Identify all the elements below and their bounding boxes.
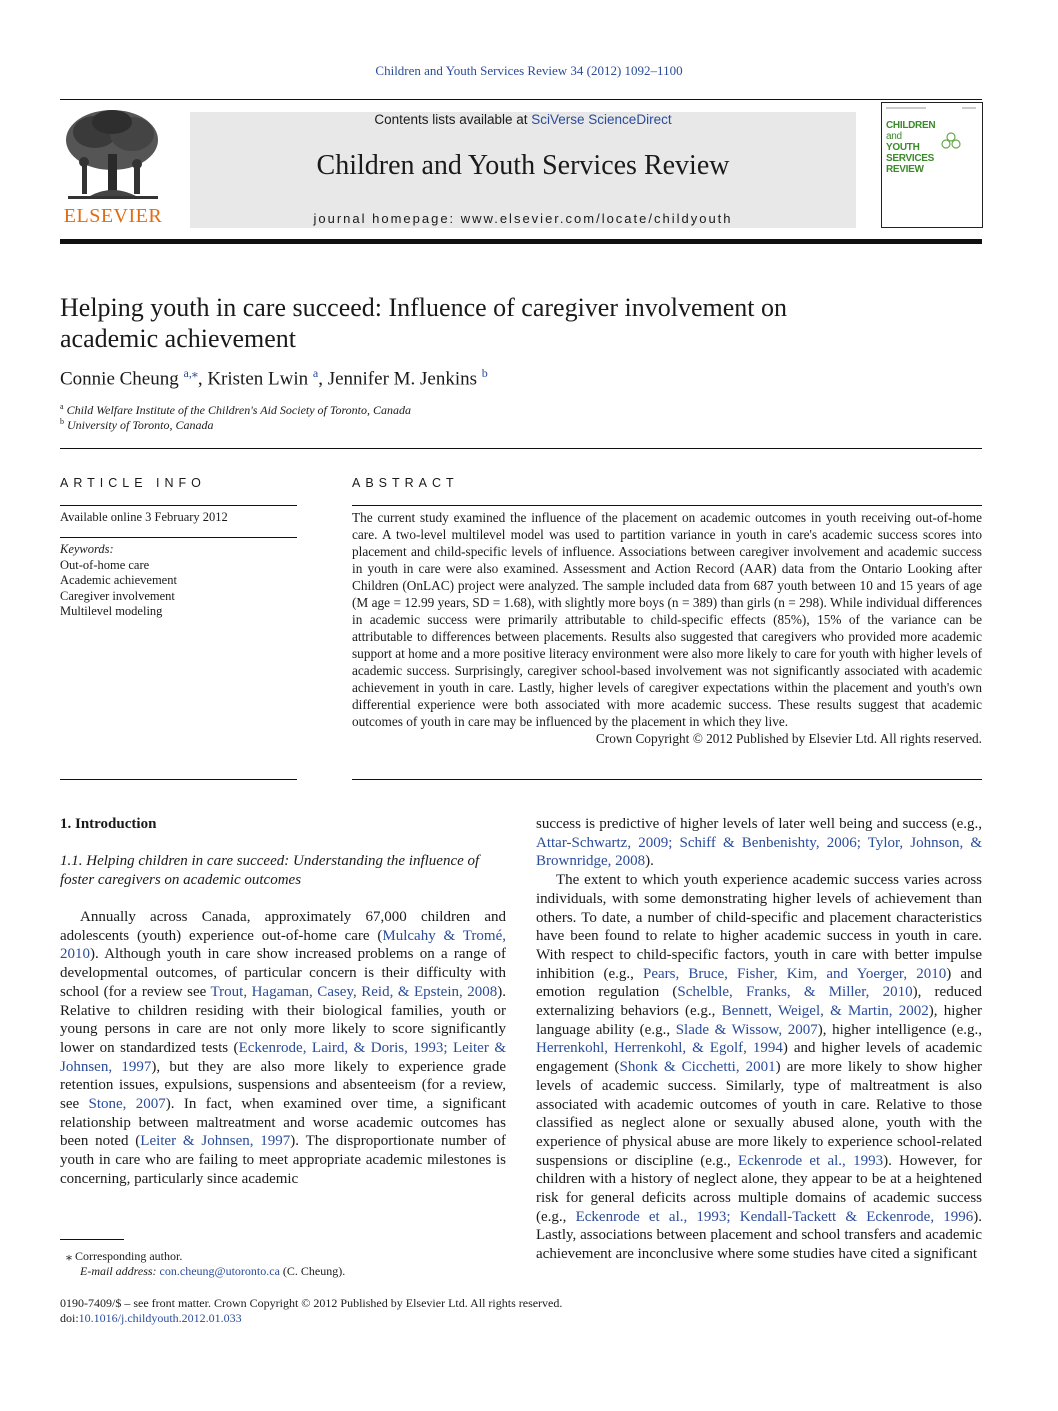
doi-label: doi: <box>60 1311 79 1325</box>
abstract-text: The current study examined the influence of the placement on academic outcomes in youth receiving out-of-home care. A two-level multilevel model was used to partition variance in youth in care's academic success scores into placement and child-specific levels of influence. Associations between caregiver involvement and academic success in youth in care were also examined. Assessment and Action Record (AAR) data from the Ontario Looking after Children (OnLAC) project were analyzed. The sample included data from 687 youth between 10 and 15 years of age (M age = 12.99 years, SD = 1.68), with slightly more boys (n = 389) than girls (n = 298). While individual differences in academic success were primarily attributable to child-specific effects (85%), 15% of the variance can be attributable to differences between placements. Results also suggested that caregivers who provided more academic support at home and a more positive literacy environment were also more likely to care for youth with higher levels of academic success. Surprisingly, caregiver school-based involvement was not significantly associated with academic achievement in youth in care. Lastly, higher levels of caregiver expectations within the placement and youth's own differential experience were both associated with more academic success. These results suggest that academic outcomes of youth in care may be influenced by the placement in which they live. <box>352 510 982 729</box>
citation-link[interactable]: Leiter & Johnsen, 1997 <box>140 1133 291 1150</box>
subsection-heading: 1.1. Helping children in care succeed: Understanding the influence of foster caregivers on academic outcomes <box>60 853 480 888</box>
journal-name: Children and Youth Services Review <box>316 150 730 181</box>
body-text: ). The disproportionate number of youth in care who are failing to meet appropriate academic milestones is concerning, particularly since academic <box>60 1133 506 1187</box>
header-top-rule <box>60 99 982 100</box>
author-list: Connie Cheung $^{a,⁎}$, Kristen Lwin $^a$, Jennifer M. Jenkins $^b$ <box>60 366 488 390</box>
doi-link[interactable]: 10.1016/j.childyouth.2012.01.033 <box>78 1311 242 1325</box>
abstract-body <box>352 509 982 747</box>
keyword: Multilevel modeling <box>60 604 163 619</box>
body-text: The extent to which youth experience academic success varies across individuals, with some demonstrating higher levels of achievement than others. To date, a number of child-specific and placement characteristics have been found to relate to higher academic success in youth in care. With respect to child-specific factors, youth in care with better impulse inhibition (e.g., <box>536 872 982 982</box>
citation-link[interactable]: Mulcahy & Tromé, 2010 <box>60 927 506 963</box>
body-text: ). <box>645 853 654 870</box>
paragraph <box>60 908 506 1189</box>
body-text: ), higher intelligence (e.g., <box>817 1021 983 1038</box>
affiliation-mark: b <box>60 417 64 426</box>
keywords-block <box>60 542 177 620</box>
author-affil-marker[interactable]: a,⁎ <box>183 366 198 380</box>
body-text: ), but they are also more likely to experience grade retention issues, expulsions, suspensions and absenteeism (for a review, see <box>60 1058 506 1113</box>
author-affil-marker[interactable]: b <box>481 366 488 380</box>
abstract-bottom-rule <box>352 779 982 780</box>
corresponding-author-note: ⁎ Corresponding author. <box>66 1249 183 1263</box>
affiliation-text: University of Toronto, Canada <box>67 418 214 432</box>
author-affil-marker[interactable]: a <box>312 366 319 380</box>
affiliation <box>60 417 213 433</box>
body-column-right <box>536 815 982 1264</box>
citation-link[interactable]: Pears, Bruce, Fisher, Kim, and Yoerger, 2010 <box>642 965 947 982</box>
sciencedirect-link[interactable]: SciVerse ScienceDirect <box>531 112 672 127</box>
cover-top-mark <box>962 107 976 109</box>
cover-top-line <box>886 107 926 109</box>
available-online: Available online 3 February 2012 <box>60 510 228 524</box>
cover-title-line: and <box>886 131 902 142</box>
header-bottom-rule <box>60 239 982 244</box>
citation-link[interactable]: Bennett, Weigel, & Martin, 2002 <box>721 1003 929 1020</box>
body-text: ). Although youth in care show increased problems on a range of developmental outcomes, of particular concern is their difficulty with school (for a review see <box>60 946 506 1000</box>
body-column-left <box>60 908 506 1189</box>
doi-line <box>60 1311 242 1327</box>
body-text: success is predictive of higher levels of later well being and success (e.g., <box>536 816 982 832</box>
body-text: ), reduced externalizing behaviors (e.g., <box>536 984 983 1020</box>
contents-line <box>190 112 856 127</box>
keyword: Academic achievement <box>60 573 177 588</box>
paragraph <box>536 815 982 871</box>
author-name: Jennifer M. Jenkins <box>327 368 478 390</box>
body-text: ) and emotion regulation ( <box>536 965 982 1001</box>
citation-link[interactable]: Herrenkohl, Herrenkohl, & Egolf, 1994 <box>536 1040 783 1057</box>
body-text: ) and higher levels of academic engagement ( <box>536 1040 982 1076</box>
citation-link[interactable]: Shonk & Cicchetti, 2001 <box>619 1059 776 1076</box>
cover-flower-icon <box>940 131 962 153</box>
journal-homepage[interactable]: journal homepage: www.elsevier.com/locate/childyouth <box>313 211 733 226</box>
citation-link[interactable]: Stone, 2007 <box>88 1096 166 1113</box>
email-note <box>80 1264 345 1280</box>
journal-citation[interactable]: Children and Youth Services Review 34 (2012) 1092–1100 <box>375 63 683 78</box>
article-info-bottom-rule <box>60 779 297 780</box>
citation-link[interactable]: Attar-Schwartz, 2009; Schiff & Benbenishty, 2006; Tylor, Johnson, & Brownridge, 2008 <box>536 834 982 870</box>
citation-link[interactable]: Eckenrode et al., 1993 <box>737 1152 884 1169</box>
elsevier-wordmark: ELSEVIER <box>63 205 163 227</box>
footnote-rule <box>60 1239 124 1240</box>
keyword: Out-of-home care <box>60 557 150 572</box>
article-title <box>60 292 960 354</box>
email-link[interactable]: con.cheung@utoronto.ca <box>159 1264 280 1278</box>
article-info-heading: ARTICLE INFO <box>60 476 206 490</box>
citation-link[interactable]: Trout, Hagaman, Casey, Reid, & Epstein, 2008 <box>210 983 498 1000</box>
cover-title-line: REVIEW <box>886 164 924 175</box>
body-text: ). Relative to children residing with their biological families, youth or young persons in care are not only more likely to score significantly lower on standardized tests ( <box>60 983 507 1056</box>
email-label: E-mail address: <box>80 1264 160 1278</box>
keywords-label: Keywords: <box>60 542 114 556</box>
body-text: ). In fact, when examined over time, a significant relationship between maltreatment and worse academic outcomes has been noted ( <box>60 1096 506 1150</box>
abstract-copyright: Crown Copyright © 2012 Published by Elsevier Ltd. All rights reserved. <box>595 731 982 746</box>
body-text: ), higher language ability (e.g., <box>536 1003 983 1038</box>
cover-title-line: YOUTH <box>886 142 920 153</box>
citation-link[interactable]: Eckenrode et al., 1993; Kendall-Tackett & Eckenrode, 1996 <box>575 1208 974 1225</box>
cover-title <box>886 120 935 175</box>
abstract-heading: ABSTRACT <box>352 476 459 490</box>
paragraph <box>536 871 982 1264</box>
section-heading: 1. Introduction <box>60 816 157 832</box>
keywords-rule <box>60 537 297 538</box>
body-text: ). Lastly, associations between placement and school transfers and academic achievement are inconclusive where some studies have cited a significant <box>536 1208 982 1263</box>
issn-line: 0190-7409/$ – see front matter. Crown Copyright © 2012 Published by Elsevier Ltd. All rights reserved. <box>60 1296 563 1310</box>
title-line: Helping youth in care succeed: Influence of caregiver involvement on <box>60 293 787 322</box>
cover-title-line: SERVICES <box>886 153 934 164</box>
affiliation-mark: a <box>60 402 64 411</box>
citation-link[interactable]: Schelble, Franks, & Miller, 2010 <box>677 984 913 1001</box>
keyword: Caregiver involvement <box>60 588 175 603</box>
body-text: ). However, for children with a history of neglect alone, they appear to be at a heightened risk for general deficits across multiple domains of academic success (e.g., <box>536 1152 982 1225</box>
body-text: Annually across Canada, approximately 67,000 children and adolescents (youth) experience out-of-home care ( <box>60 909 506 944</box>
citation-link[interactable]: Eckenrode, Laird, & Doris, 1993; Leiter & Johnsen, 1997 <box>60 1039 506 1075</box>
affiliation-text: Child Welfare Institute of the Children's Aid Society of Toronto, Canada <box>66 403 412 417</box>
abstract-rule <box>352 505 982 506</box>
article-info-rule <box>60 505 297 506</box>
cover-title-line: CHILDREN <box>886 120 936 131</box>
body-text: ) are more likely to show higher levels of academic success. Similarly, type of maltreatment is also associated with academic outcomes of youth in care. Relative to those classified as neglect alone or sexually abused alone, youth with the experience of physical abuse are more likely to experience school-related suspensions or discipline (e.g., <box>536 1059 982 1169</box>
citation-link[interactable]: Slade & Wissow, 2007 <box>675 1021 818 1038</box>
affiliation <box>60 402 411 418</box>
affiliation-rule <box>60 448 982 449</box>
author-name: Connie Cheung <box>60 368 179 390</box>
email-suffix: (C. Cheung). <box>279 1264 346 1278</box>
author-name: Kristen Lwin <box>207 368 309 390</box>
contents-prefix: Contents lists available at <box>374 112 532 127</box>
title-line: academic achievement <box>60 324 297 353</box>
journal-cover-thumbnail <box>881 102 983 228</box>
